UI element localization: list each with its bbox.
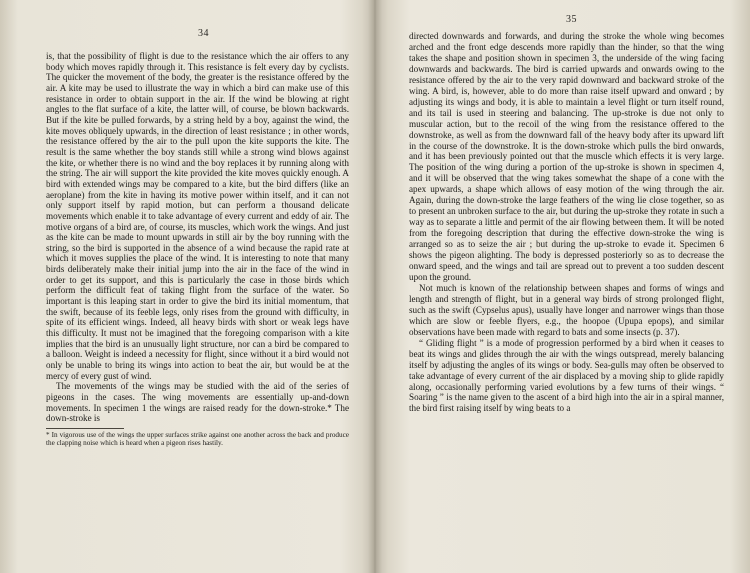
right-paragraph-1: directed downwards and forwards, and during the stroke the whole wing becomes arched and the front edge descends more rapidly than the hinder, so that the wing takes the shape and position shown in specimen 3, the underside of the wing facing downwards and backwards. The bird is carried upwards and onwards owing to the resistance offered by the air to the very rapid downward and backward stroke of the wing. A bird, is, however, able to do more than raise itself upward and onward ; by adjusting its wings and body, it is able to maintain a level flight or turn itself round, and its tail is used in steering and balancing. The up-stroke is due not only to muscular action, but to the recoil of the wing from the resistance offered to the downstroke, as well as from the downward fall of the heavy body after its upward lift in the course of the downstroke. It is the down-stroke which pulls the bird onwards, and it has been previously pointed out that the muscle which effects it is very large. The position of the wing during a portion of the up-stroke is shown in specimen 4, and it will be observed that the wing takes somewhat the shape of a cone with the apex upwards, a shape which allows of easy motion of the wing through the air. Again, during the down-stroke the large feathers of the wing lie close together, so as to present an unbroken surface to the air, but during the up-stroke they rotate in such a way as to separate a little and permit of the air flowing between them. It will be noted from the foregoing description that during the effective down-stroke the wing is arranged so as to seize the air ; but during the up-stroke to evade it. Specimen 6 shows the pigeon alighting. The body is depressed posteriorly so as to decrease the onward speed, and the wings and tail are spread out to prevent a too sudden descent upon the ground. bbox=[409, 31, 724, 282]
right-paragraph-3: “ Gliding flight ” is a mode of progression performed by a bird when it ceases to beat its wings and glides through the air with the wings outspread, merely balancing itself by adjusting the angles of its wings or body. Sea-gulls may often be observed to take advantage of every current of the air displaced by a moving ship to glide rapidly along, occasionally performing varied evolutions by a few turns of their wings. “ Soaring ” is the name given to the ascent of a bird high into the air in a spiral manner, the bird first raising itself by wing beats to a bbox=[409, 337, 724, 414]
right-paragraph-2: Not much is known of the relationship between shapes and forms of wings and length and strength of flight, but in a general way birds of strong prolonged flight, such as the swift (Cypselus apus), usually have longer and narrower wings than those which are slow or feeble flyers, e.g., the hoopoe (Upupa epops), and similar observations have been made with regard to bats and some insects (p. 37). bbox=[409, 282, 724, 337]
footnote-rule bbox=[46, 428, 124, 429]
page-number-left: 34 bbox=[198, 28, 209, 39]
left-paragraph-2: The movements of the wings may be studied with the aid of the series of pigeons in the cases. The wing movements are essentially up-and-down movements. In specimen 1 the wings are raised ready for the down-stroke.* The down-stroke is bbox=[46, 381, 349, 424]
page-number-right: 35 bbox=[566, 14, 577, 25]
footnote: * In vigorous use of the wings the upper surfaces strike against one another across the back and produce the clapping noise which is heard when a pigeon rises hastily. bbox=[46, 430, 349, 448]
left-paragraph-1: is, that the possibility of flight is due to the resistance which the air offers to any body which moves rapidly through it. This resistance is felt every day by cyclists. The quicker the movement of the body, the greater is the resistance offered by the air. A kite may be used to illustrate the way in which a bird can make use of this resistance in order to obtain support in the air. If the wind be blowing at right angles to the flat surface of a kite, the latter will, of course, be blown backwards. But if the kite be pulled forwards, by a string held by a boy, against the wind, the kite moves obliquely upwards, in the direction of least resistance ; in other words, the resistance offered by the air to the pull upon the kite supports the kite. The result is the same whether the boy stands still while a strong wind blows against the kite, or whether there is no wind and the boy replaces it by running along with the string. The air will support the kite provided the kite moves quickly enough. A bird with extended wings may be compared to a kite, but the bird differs (like an aeroplane) from the kite in having its motive power within itself, and it can not only support itself by rapid motion, but can perform a thousand delicate movements which enable it to take advantage of every current and eddy of air. The motive organs of a bird are, of course, its muscles, which work the wings. And just as the kite can be made to mount upwards in still air by the boy running with the string, so the bird is supported in the absence of a wind because the rapid rate at which it moves supplies the place of the wind. It is interesting to note that many birds deliberately make their initial jump into the air in the face of the wind in order to get its support, and this is particularly the case in those birds which perform the difficult feat of taking flight from the surface of the water. So important is this leaping start in order to give the bird its initial momentum, that the swift, because of its feeble legs, only rises from the ground with difficulty, in spite of its efficient wings. Indeed, all heavy birds with short or weak legs have this difficulty. It must not be imagined that the foregoing comparison with a kite implies that the bird is an unusually light structure, nor can a bird be compared to a balloon. Weight is indeed a necessity for flight, since without it a bird would not only be unable to bring its wings into action to beat the air, but would be at the mercy of every gust of wind. bbox=[46, 51, 349, 381]
right-page bbox=[375, 0, 750, 573]
